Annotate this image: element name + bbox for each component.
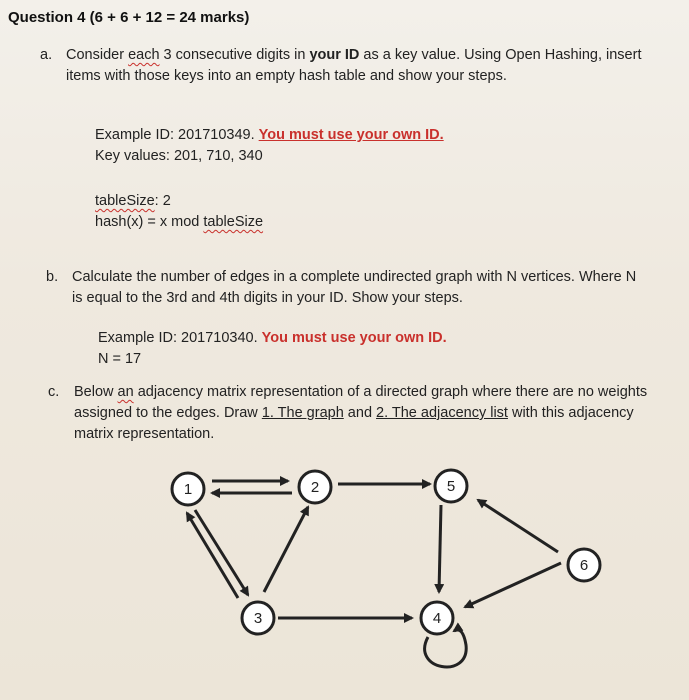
part-b-example-id: Example ID: 201710340. [98, 330, 258, 346]
node-2-label: 2 [310, 479, 320, 496]
part-a-text-2: 3 consecutive digits in [159, 47, 310, 63]
node-3-label: 3 [253, 610, 263, 627]
edge-3-1 [187, 513, 238, 598]
part-b-text-1: Calculate the number of edges in a complete undirected graph with N vertices. Where N [72, 269, 637, 285]
part-a-text-4: items with those keys into an empty hash table and show your steps. [66, 68, 507, 84]
part-a-example [95, 125, 444, 146]
edge-4-4 [425, 630, 467, 667]
edge-3-2 [264, 507, 308, 592]
part-a-table-size [95, 191, 171, 212]
part-c-text-3: assigned to the edges. Draw [74, 405, 262, 421]
part-b-n-value: N = 17 [98, 351, 142, 367]
part-a-your-id: your ID [309, 47, 360, 63]
edge-6-5 [478, 500, 558, 552]
edge-6-4 [465, 563, 561, 607]
part-a-example-id: Example ID: 201710349. [95, 127, 255, 143]
part-a-text [66, 45, 686, 87]
part-c-label: c. [48, 384, 60, 400]
part-c-text-1: Below [74, 384, 118, 400]
node-1-label: 1 [183, 481, 193, 498]
part-b-label: b. [46, 269, 59, 285]
directed-graph [160, 455, 620, 695]
part-a-must-use: You must use your own ID. [258, 127, 444, 143]
part-c-the-graph: 1. The graph [261, 405, 344, 421]
table-size-label: tableSize [95, 193, 155, 209]
hash-fn-table-size: tableSize [203, 214, 264, 230]
node-5-label: 5 [446, 478, 456, 495]
part-b-must-use: You must use your own ID. [261, 330, 447, 346]
part-b-example [98, 328, 447, 349]
question-title: Question 4 (6 + 6 + 12 = 24 marks) [8, 9, 250, 26]
edge-1-3 [195, 510, 248, 595]
node-4-label: 4 [432, 610, 442, 627]
part-c-an: an [117, 384, 134, 400]
part-a [40, 45, 680, 89]
part-c-text [74, 382, 647, 445]
part-c-adjacency-list: 2. The adjacency list [376, 405, 508, 421]
part-b [46, 267, 681, 311]
part-a-hash-fn [95, 212, 263, 233]
part-a-text-3: as a key value. Using Open Hashing, insert [359, 47, 642, 63]
part-b-text-2: is equal to the 3rd and 4th digits in your ID. Show your steps. [72, 290, 463, 306]
part-c-text-6: matrix representation. [74, 426, 215, 442]
part-a-text-1: Consider [66, 47, 129, 63]
hash-fn-text: hash(x) = x mod [95, 214, 204, 230]
part-c [48, 382, 683, 446]
part-b-text [72, 267, 636, 309]
part-c-text-2: adjacency matrix representation of a directed graph where there are no weights [133, 384, 648, 400]
part-a-each: each [128, 47, 160, 63]
part-a-label: a. [40, 47, 53, 63]
part-c-text-5: with this adjacency [507, 405, 634, 421]
table-size-value: : 2 [154, 193, 171, 209]
edge-5-4 [439, 505, 441, 592]
part-c-text-4: and [343, 405, 377, 421]
part-a-key-values: Key values: 201, 710, 340 [95, 148, 263, 164]
node-6-label: 6 [579, 557, 589, 574]
